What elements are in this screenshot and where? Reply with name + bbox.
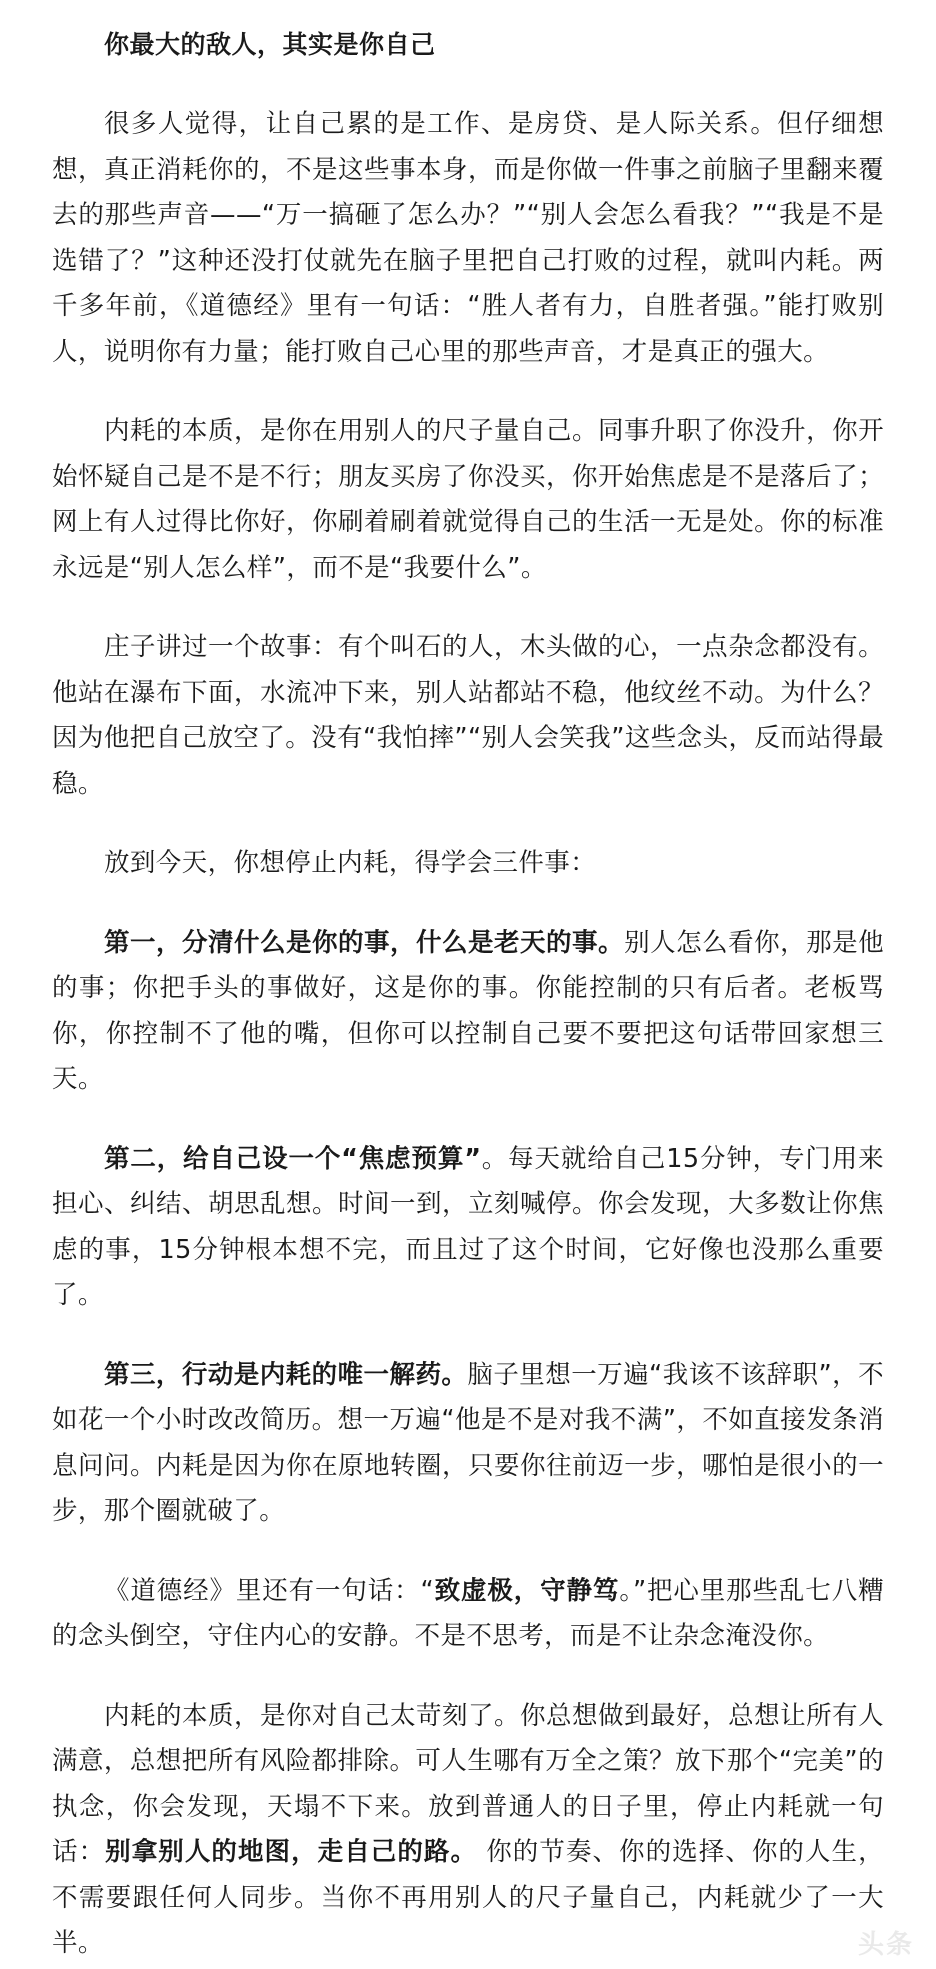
paragraph-8 [52,1569,884,1660]
article-title: 你最大的敌人，其实是你自己 [104,30,436,59]
paragraph-4: 放到今天，你想停止内耗，得学会三件事： [104,848,597,878]
paragraph-3: 庄子讲过一个故事：有个叫石的人，木头做的心，一点杂念都没有。他站在瀑布下面，水流冲下来，别人站都站不稳，他纹丝不动。为什么？因为他把自己放空了。没有“我怕摔”“别人会笑我”这些念头，反而站得最稳。 [52,632,884,799]
conclusion-text: 你的节奏、你的选择、你的人生，不需要跟任何人同步。当你不再用别人的尺子量自己，内耗就少了一大半。 [52,1837,884,1958]
point-two-heading: 第二，给自己设一个“焦虑预算” [104,1143,482,1174]
paragraph-7 [52,1353,884,1535]
point-two-text: 。每天就给自己15分钟，专门用来担心、纠结、胡思乱想。时间一到，立刻喊停。你会发现，大多数让你焦虑的事，15分钟根本想不完，而且过了这个时间，它好像也没那么重要了。 [52,1143,884,1310]
paragraph-6 [52,1137,884,1319]
paragraph-2: 内耗的本质，是你在用别人的尺子量自己。同事升职了你没升，你开始怀疑自己是不是不行；朋友买房了你没买，你开始焦虑是不是落后了；网上有人过得比你好，你刷着刷着就觉得自己的生活一无是处。你的标准永远是“别人怎么样”，而不是“我要什么”。 [52,416,884,583]
paragraph-1: 很多人觉得，让自己累的是工作、是房贷、是人际关系。但仔细想想，真正消耗你的，不是这些事本身，而是你做一件事之前脑子里翻来覆去的那些声音——“万一搞砸了怎么办？”“别人会怎么看我？”“我是不是选错了？”这种还没打仗就先在脑子里把自己打败的过程，就叫内耗。两千多年前，《道德经》里有一句话：“胜人者有力，自胜者强。”能打败别人，说明你有力量；能打败自己心里的那些声音，才是真正的强大。 [52,109,884,367]
quote-intro: 《道德经》里还有一句话：“ [104,1575,435,1606]
point-one-heading: 第一，分清什么是你的事，什么是老天的事。 [104,927,625,958]
point-one-text: 别人怎么看你，那是他的事；你把手头的事做好，这是你的事。你能控制的只有后者。老板骂你，你控制不了他的嘴，但你可以控制自己要不要把这句话带回家想三天。 [52,927,884,1094]
conclusion-highlight: 别拿别人的地图，走自己的路。 [105,1837,478,1867]
quote-highlight: 致虚极，守静笃 [434,1575,620,1606]
watermark: 头条 [857,1930,914,1960]
quote-explanation: 。”把心里那些乱七八糟的念头倒空，守住内心的安静。不是不思考，而是不让杂念淹没你。 [52,1575,884,1651]
paragraph-9 [52,1694,884,1967]
paragraph-5 [52,921,884,1103]
point-three-text: 脑子里想一万遍“我该不该辞职”，不如花一个小时改改简历。想一万遍“他是不是对我不满”，不如直接发条消息问问。内耗是因为你在原地转圈，只要你往前迈一步，哪怕是很小的一步，那个圈就破了。 [52,1359,884,1526]
point-three-heading: 第三，行动是内耗的唯一解药。 [104,1359,468,1390]
conclusion-intro: 内耗的本质，是你对自己太苛刻了。你总想做到最好，总想让所有人满意，总想把所有风险都排除。可人生哪有万全之策？放下那个“完美”的执念，你会发现，天塌不下来。放到普通人的日子里，停止内耗就一句话： [52,1700,884,1867]
